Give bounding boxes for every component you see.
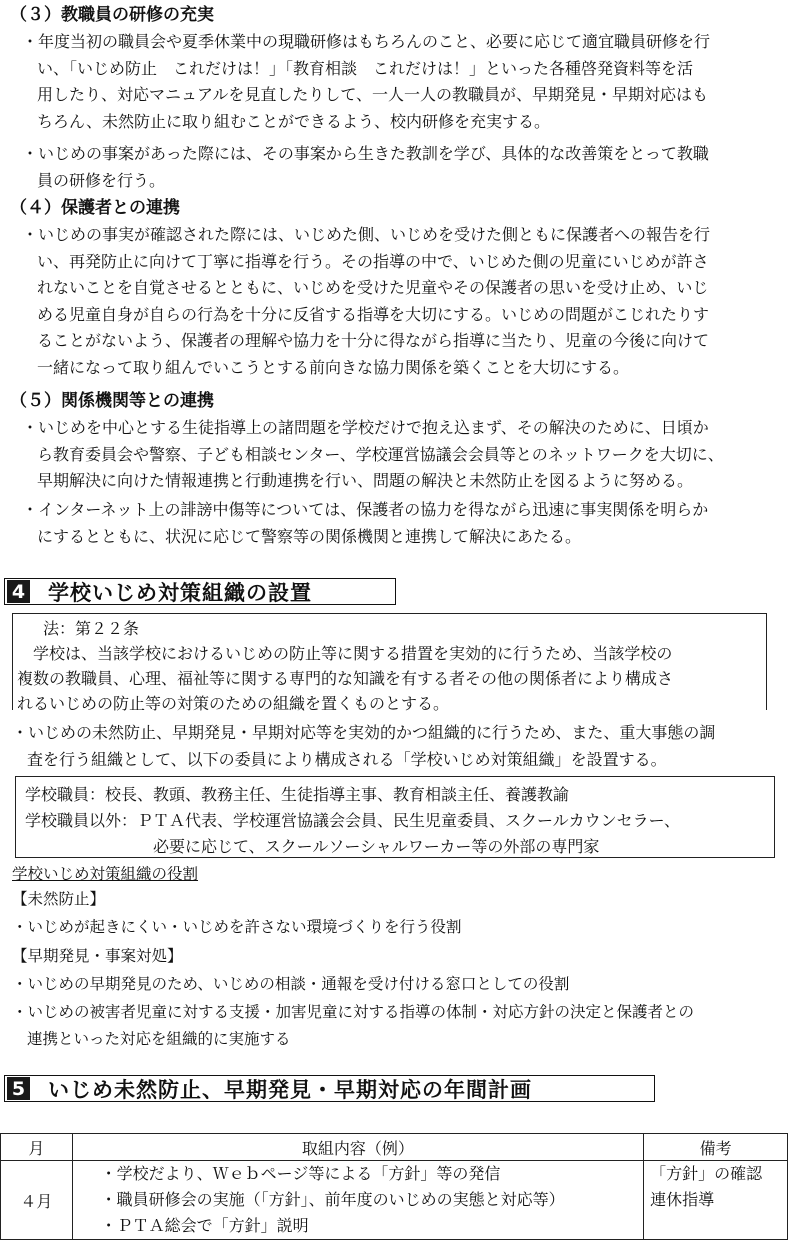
text-line: れないことを自覚させるとともに、いじめを受けた児童やその保護者の思いを受け止め、いじ (37, 278, 709, 297)
text-line: 学校は、当該学校におけるいじめの防止等に関する措置を実効的に行うため、当該学校の (17, 644, 673, 663)
column-header-month: 月 (1, 1134, 73, 1161)
text-line: ・いじめを中心とする生徒指導上の諸問題を学校だけで抱え込まず、その解決のために、日頃か (22, 418, 709, 437)
text-line: ・インターネット上の誹謗中傷等については、保護者の協力を得ながら迅速に事実関係を明らか (22, 500, 709, 519)
section-number: 4 (7, 580, 30, 603)
committee-members-box (15, 776, 775, 858)
note-item: 「方針」の確認 (650, 1164, 763, 1183)
section-title: 学校いじめ対策組織の設置 (48, 580, 312, 605)
heading-guardians: （４）保護者との連携 (10, 198, 180, 218)
text-line: 複数の教職員、心理、福祉等に関する専門的な知識を有する者その他の関係者により構成さ (17, 669, 674, 688)
guardians-bullet-1 (22, 222, 710, 381)
training-bullet-1 (22, 29, 710, 135)
agencies-bullet-1 (22, 415, 724, 495)
text-line: 査を行う組織として、以下の委員により構成される「学校いじめ対策組織」を設置する。 (27, 750, 667, 769)
text-line: い、再発防止に向けて丁寧に指導を行う。その指導の中で、いじめた側の児童にいじめが許さ (37, 251, 709, 271)
external-experts: 必要に応じて、スクールソーシャルワーカー等の外部の専門家 (153, 837, 600, 856)
text-line: 早期解決に向けた情報連携と行動連携を行い、問題の解決と未然防止を図るように努める。 (37, 471, 694, 490)
roles-title: 学校いじめ対策組織の役割 (12, 865, 199, 883)
early-detection-item-1: ・いじめの早期発見のため、いじめの相談・通報を受け付ける窓口としての役割 (12, 975, 570, 993)
text-line: ・いじめの未然防止、早期発見・早期対応等を実効的かつ組織的に行うため、また、重大事態の調 (12, 723, 716, 742)
annual-plan-table (0, 1133, 788, 1240)
prevention-label: 【未然防止】 (12, 890, 106, 908)
text-line: にするとともに、状況に応じて警察等の関係機関と連携して解決にあたる。 (37, 526, 582, 546)
text-line: い、「いじめ防止 これだけは！」「教育相談 これだけは！」といった各種啓発資料等を活 (37, 58, 694, 78)
activity-item: ・職員研修会の実施（「方針」、前年度のいじめの実態と対応等） (100, 1190, 565, 1209)
section-4-heading (4, 578, 396, 605)
early-detection-item-2: ・いじめの被害者児童に対する支援・加害児童に対する指導の体制・対応方針の決定と保護者との (12, 1003, 695, 1021)
text-line: ・年度当初の職員会や夏季休業中の現職研修はもちろんのこと、必要に応じて適宜職員研修を行 (22, 32, 711, 51)
table-row (1, 1161, 788, 1240)
section-5-heading (4, 1075, 655, 1102)
external-members: 学校職員以外：ＰＴＡ代表、学校運営協議会会員、民生児童委員、スクールカウンセラー、 (25, 811, 681, 830)
heading-training: （３）教職員の研修の充実 (10, 5, 214, 25)
table-header-row (1, 1134, 788, 1161)
text-line: ることがないよう、保護者の理解や協力を十分に得ながら指導に当たり、児童の今後に向けて (37, 331, 710, 350)
section-title: いじめ未然防止、早期発見・早期対応の年間計画 (48, 1077, 532, 1102)
heading-agencies: （５）関係機関等との連携 (10, 391, 214, 411)
prevention-item: ・いじめが起きにくい・いじめを許さない環境づくりを行う役割 (12, 918, 462, 936)
text-line: ・いじめの事実が確認された際には、いじめた側、いじめを受けた側ともに保護者への報告を行 (22, 225, 711, 244)
column-header-notes: 備考 (644, 1134, 788, 1161)
section-number: 5 (7, 1077, 30, 1100)
text-line: ・いじめの事案があった際には、その事案から生きた教訓を学び、具体的な改善策をとって教職 (22, 144, 709, 163)
school-staff-members: 学校職員：校長、教頭、教務主任、生徒指導主事、教育相談主任、養護教諭 (25, 785, 570, 804)
text-line: ちろん、未然防止に取り組むことができるよう、校内研修を充実する。 (37, 111, 550, 131)
text-line: ら教育委員会や警察、子ども相談センター、学校運営協議会会員等とのネットワークを大切に、 (37, 444, 724, 464)
agencies-bullet-2 (22, 497, 708, 550)
organization-purpose (12, 719, 715, 773)
text-line: める児童自身が自らの行為を十分に反省する指導を大切にする。いじめの問題がこじれたりす (37, 304, 710, 324)
training-bullet-2 (22, 141, 709, 194)
activity-item: ・ＰＴＡ総会で「方針」説明 (100, 1216, 309, 1235)
column-header-contents: 取組内容（例） (72, 1134, 644, 1161)
text-line: 一緒になって取り組んでいこうとする前向きな協力関係を築くことを大切にする。 (37, 357, 630, 377)
month-cell: ４月 (1, 1161, 73, 1240)
early-detection-label: 【早期発見・事案対処】 (12, 947, 183, 965)
text-line: れるいじめの防止等の対策のための組織を置くものとする。 (17, 694, 450, 713)
text-line: 用したり、対応マニュアルを見直したりして、一人一人の教職員が、早期発見・早期対応はも (37, 85, 709, 104)
note-item: 連休指導 (650, 1190, 715, 1209)
notes-cell (644, 1161, 788, 1240)
contents-cell (72, 1161, 644, 1240)
law-article: 法：第２２条 (27, 619, 140, 638)
text-line: 員の研修を行う。 (37, 170, 166, 190)
activity-item: ・学校だより、Ｗｅｂページ等による「方針」等の発信 (100, 1164, 501, 1183)
early-detection-item-2-cont: 連携といった対応を組織的に実施する (27, 1030, 291, 1048)
law-quote-box (12, 613, 767, 713)
